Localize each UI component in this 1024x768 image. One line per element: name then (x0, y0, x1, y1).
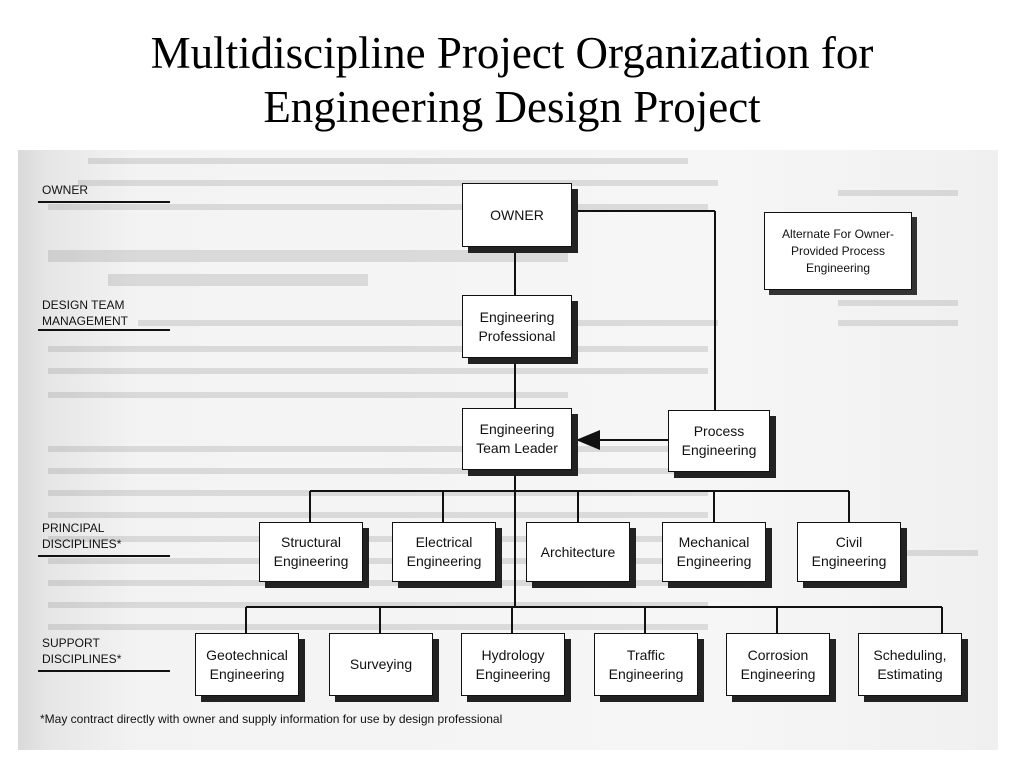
support-traffic-line-1: Traffic (626, 646, 666, 663)
level-label-support-line-1: SUPPORT (42, 636, 100, 650)
principal-structural-line-1: Structural (281, 534, 341, 550)
slide-title-line-2: Engineering Design Project (263, 82, 761, 132)
principal-mechanical (662, 522, 766, 582)
principal-mechanical-line-2: Engineering (676, 553, 752, 569)
node-engineering-team-leader (462, 408, 572, 470)
node-professional-line-2: Professional (478, 327, 556, 344)
node-alternate-line-1: Alternate For Owner- (781, 226, 895, 241)
node-process-line-2: Engineering (681, 442, 757, 458)
support-corrosion-line-2: Engineering (740, 665, 816, 682)
principal-electrical (392, 522, 496, 582)
level-label-support (42, 635, 121, 667)
principal-civil-line-2: Engineering (811, 553, 887, 569)
level-label-owner: OWNER (42, 183, 88, 197)
footnote: *May contract directly with owner and supply information for use by design professional (40, 712, 503, 726)
support-geotechnical (195, 633, 299, 696)
support-scheduling-line-2: Estimating (877, 665, 943, 682)
support-scheduling-estimating (858, 633, 962, 696)
support-geotechnical-line-1: Geotechnical (206, 646, 288, 663)
support-surveying-line-1: Surveying (349, 656, 413, 672)
node-engineering-professional (462, 295, 572, 358)
node-process-line-1: Process (693, 423, 745, 439)
support-hydrology (461, 633, 565, 696)
principal-civil-line-1: Civil (835, 534, 863, 550)
level-label-design-team-line-2: MANAGEMENT (42, 314, 129, 328)
node-process-engineering (668, 410, 770, 472)
support-surveying (329, 633, 433, 696)
principal-electrical-line-2: Engineering (406, 553, 482, 569)
support-hydrology-line-1: Hydrology (481, 646, 545, 663)
support-geotechnical-line-2: Engineering (209, 665, 285, 682)
support-traffic (594, 633, 698, 696)
support-corrosion-line-1: Corrosion (747, 646, 809, 663)
level-label-principal-line-1: PRINCIPAL (42, 521, 105, 535)
principal-architecture-line-1: Architecture (540, 543, 616, 560)
principal-structural-line-2: Engineering (273, 553, 349, 569)
support-scheduling-line-1: Scheduling, (873, 646, 947, 663)
level-label-support-line-2: DISCIPLINES* (42, 652, 122, 666)
principal-civil (797, 522, 901, 582)
support-corrosion (726, 633, 830, 696)
node-alternate-line-3: Engineering (805, 260, 871, 275)
slide-title (0, 26, 1024, 134)
principal-architecture (526, 522, 630, 582)
node-owner-label: OWNER (490, 206, 544, 223)
node-professional-line-1: Engineering (479, 308, 555, 325)
level-label-design-team-line-1: DESIGN TEAM (42, 298, 125, 312)
level-label-principal-line-2: DISCIPLINES* (42, 537, 122, 551)
slide-title-line-1: Multidiscipline Project Organization for (150, 28, 874, 78)
principal-mechanical-line-1: Mechanical (678, 534, 750, 550)
node-alternate-line-2: Provided Process (790, 243, 886, 258)
node-leader-line-2: Team Leader (476, 440, 558, 456)
principal-electrical-line-1: Electrical (415, 534, 473, 550)
node-owner (462, 183, 572, 247)
level-label-design-team (42, 297, 128, 329)
level-label-principal (42, 520, 121, 552)
principal-structural (259, 522, 363, 582)
node-alternate-owner-process (764, 212, 912, 290)
support-traffic-line-2: Engineering (608, 665, 684, 682)
support-hydrology-line-2: Engineering (475, 665, 551, 682)
node-leader-line-1: Engineering (479, 421, 555, 437)
